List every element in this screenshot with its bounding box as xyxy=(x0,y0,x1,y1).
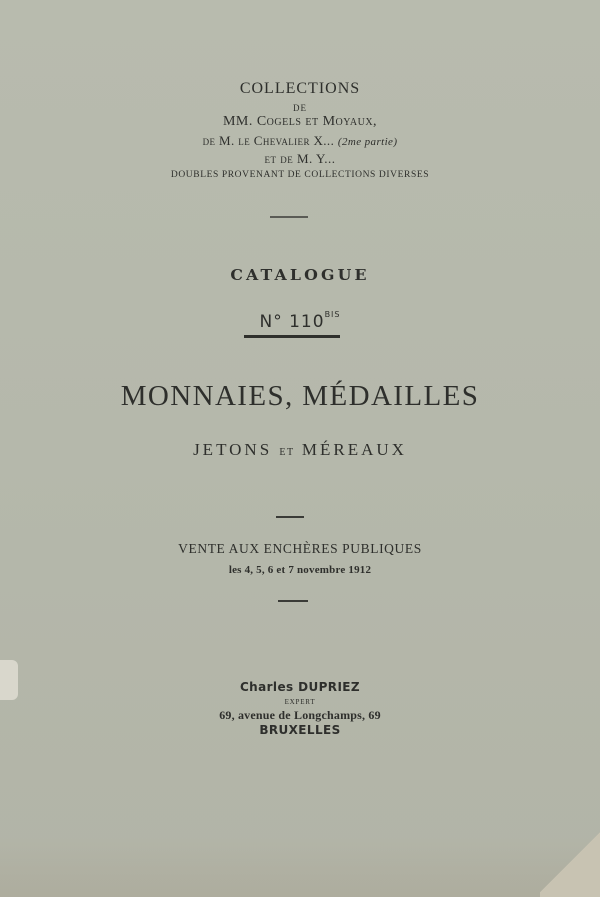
owners-line-2 xyxy=(0,133,600,149)
catalogue-number-suffix: BIS xyxy=(324,310,341,320)
expert-name: Charles DUPRIEZ xyxy=(239,680,361,694)
subtitle xyxy=(0,440,600,460)
de-word: DE xyxy=(293,103,307,113)
subtitle-jetons: JETONS xyxy=(193,440,273,459)
expert-address: 69, avenue de Longchamps, 69 xyxy=(219,708,381,722)
sale-dates: les 4, 5, 6 et 7 novembre 1912 xyxy=(228,564,372,576)
catalogue-number-main: N° 110 xyxy=(259,312,325,332)
doubles-line: DOUBLES PROVENANT DE COLLECTIONS DIVERSES xyxy=(170,170,430,180)
divider-rule-3 xyxy=(278,600,308,602)
paper-worn-corner xyxy=(540,827,600,897)
catalogue-label: CATALOGUE xyxy=(230,266,370,284)
catalogue-underline xyxy=(244,335,340,338)
owners-line-2-note: (2me partie) xyxy=(337,136,398,148)
main-title: MONNAIES, MÉDAILLES xyxy=(120,380,480,412)
catalogue-number xyxy=(0,312,600,332)
owners-line-2-main: de M. le Chevalier X... xyxy=(202,133,335,148)
expert-city: BRUXELLES xyxy=(259,723,341,737)
sale-line: VENTE AUX ENCHÈRES PUBLIQUES xyxy=(178,541,422,556)
expert-role: EXPERT xyxy=(284,698,316,706)
owners-line-1: MM. Cogels et Moyaux, xyxy=(222,114,378,129)
owners-line-3: et de M. Y... xyxy=(264,151,336,166)
subtitle-et: ET xyxy=(279,447,295,458)
subtitle-mereaux: MÉREAUX xyxy=(301,440,407,459)
divider-rule-2 xyxy=(276,516,304,518)
collections-heading: COLLECTIONS xyxy=(239,80,361,97)
divider-rule-1 xyxy=(270,216,308,218)
